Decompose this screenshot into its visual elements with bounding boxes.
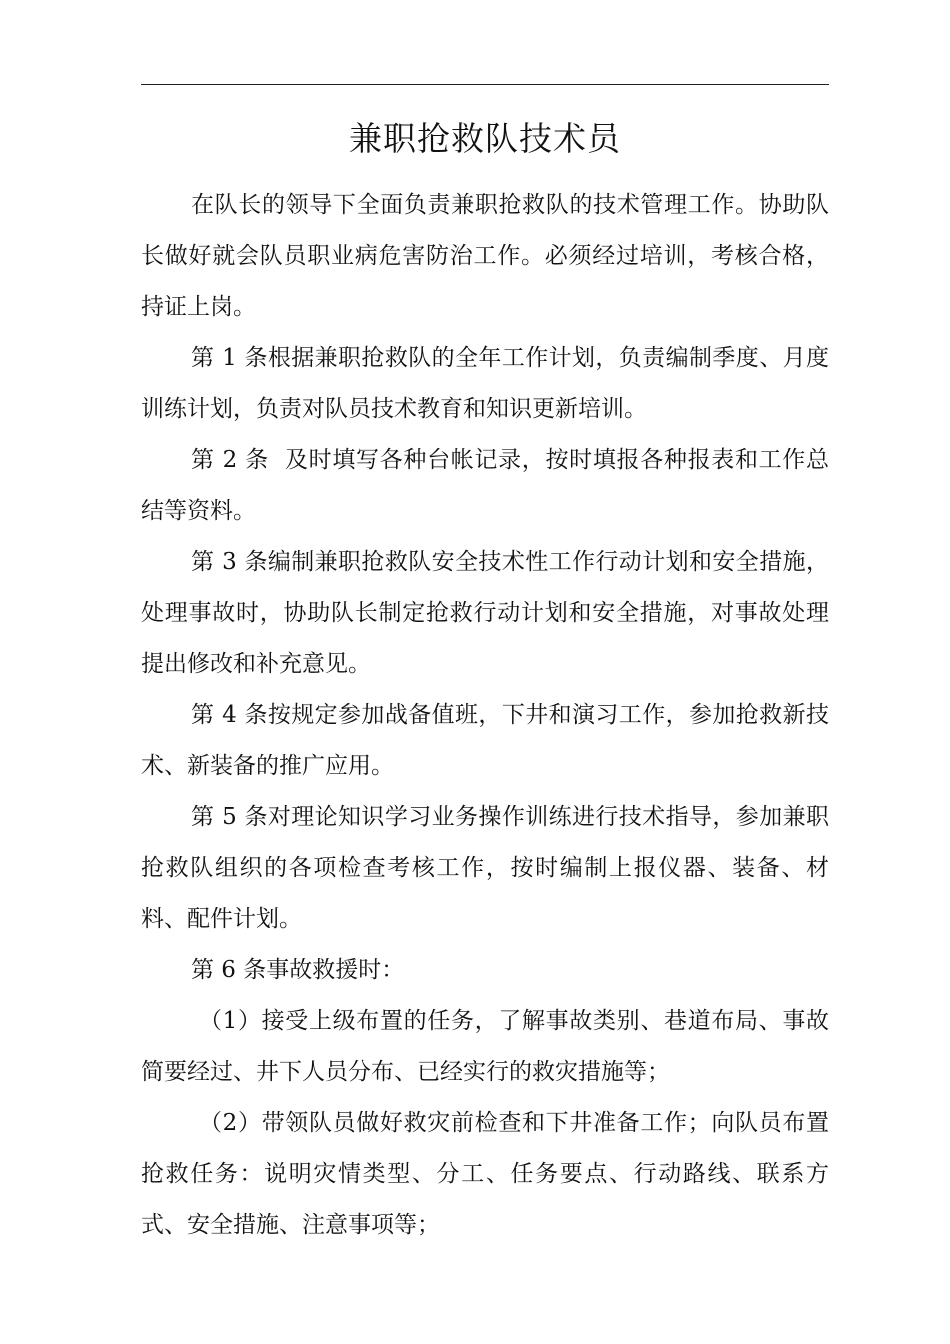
paragraph-article-2: 第 2 条 及时填写各种台帐记录，按时填报各种报表和工作总结等资料。 [141, 447, 829, 524]
header-rule [141, 84, 829, 85]
paragraph-article-5: 第 5 条对理论知识学习业务操作训练进行技术指导，参加兼职抢救队组织的各项检查考核工作，按时编制上报仪器、装备、材料、配件计划。 [141, 804, 829, 932]
document-body [141, 180, 829, 1251]
paragraph-item-1: （1）接受上级布置的任务，了解事故类别、巷道布局、事故简要经过、井下人员分布、已经实行的救灾措施等； [141, 1008, 829, 1085]
paragraph-intro: 在队长的领导下全面负责兼职抢救队的技术管理工作。协助队长做好就会队员职业病危害防治工作。必须经过培训，考核合格，持证上岗。 [141, 192, 829, 320]
document-title: 兼职抢救队技术员 [349, 119, 621, 158]
paragraph-article-1: 第 1 条根据兼职抢救队的全年工作计划，负责编制季度、月度训练计划，负责对队员技术教育和知识更新培训。 [141, 345, 829, 422]
paragraph-item-2: （2）带领队员做好救灾前检查和下井准备工作；向队员布置抢救任务：说明灾情类型、分工、任务要点、行动路线、联系方式、安全措施、注意事项等； [141, 1110, 829, 1238]
paragraph-article-4: 第 4 条按规定参加战备值班，下井和演习工作，参加抢救新技术、新装备的推广应用。 [141, 702, 829, 779]
document-page [141, 0, 829, 1344]
paragraph-article-3: 第 3 条编制兼职抢救队安全技术性工作行动计划和安全措施，处理事故时，协助队长制定抢救行动计划和安全措施，对事故处理提出修改和补充意见。 [141, 549, 829, 677]
paragraph-article-6: 第 6 条事故救援时： [191, 957, 405, 983]
